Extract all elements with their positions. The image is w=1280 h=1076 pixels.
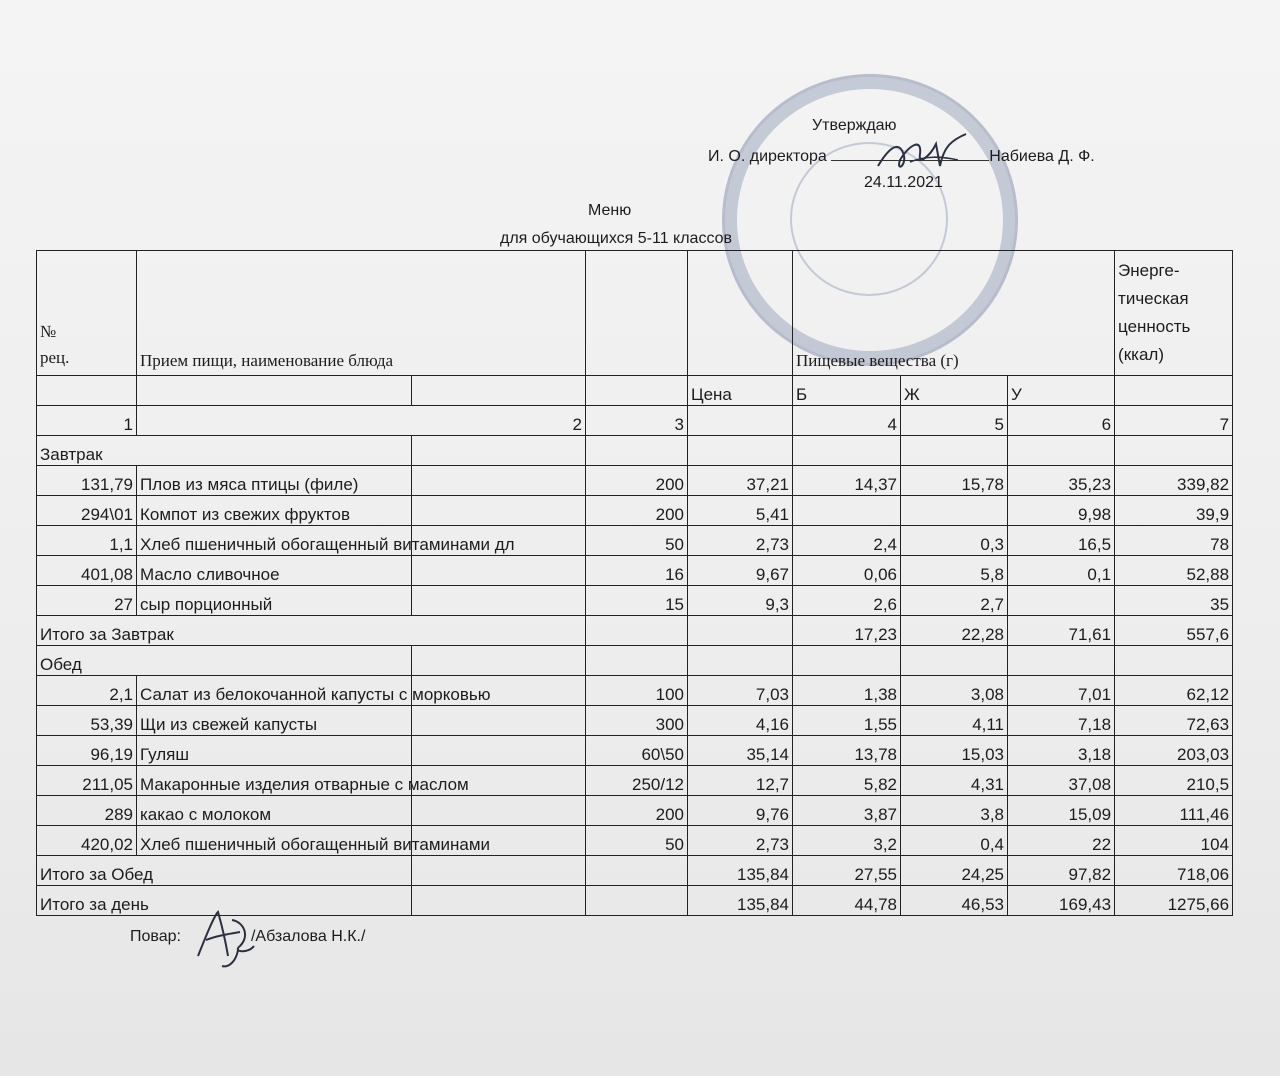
- price: 9,76: [688, 796, 793, 826]
- total-protein: 27,55: [793, 856, 901, 886]
- table-row: [37, 556, 1233, 586]
- table-row: [37, 496, 1233, 526]
- colnum: 7: [1115, 406, 1233, 436]
- cell-empty: [412, 436, 586, 466]
- carbs: 0,1: [1008, 556, 1115, 586]
- cell-empty: [37, 376, 137, 406]
- recipe-number: 294\01: [37, 496, 137, 526]
- protein: 0,06: [793, 556, 901, 586]
- dish-name: Гуляш: [137, 736, 412, 766]
- carbs: 22: [1008, 826, 1115, 856]
- cell-empty: [1115, 376, 1233, 406]
- protein: 2,6: [793, 586, 901, 616]
- cell-empty: [793, 436, 901, 466]
- kcal: 203,03: [1115, 736, 1233, 766]
- recipe-number: 289: [37, 796, 137, 826]
- recipe-number: 53,39: [37, 706, 137, 736]
- header-empty: [688, 251, 793, 376]
- menu-subtitle: для обучающихся 5-11 классов: [500, 230, 733, 247]
- cell-empty: [901, 436, 1008, 466]
- dish-name: Макаронные изделия отварные с маслом: [137, 766, 412, 796]
- table-header-row: [37, 251, 1233, 376]
- yield: 50: [586, 526, 688, 556]
- colnum: 6: [1008, 406, 1115, 436]
- carbs: 3,18: [1008, 736, 1115, 766]
- price: 5,41: [688, 496, 793, 526]
- approval-name: Набиева Д. Ф.: [989, 148, 1095, 165]
- table-subheader-row: [37, 376, 1233, 406]
- dish-name: Салат из белокочанной капусты с морковью: [137, 676, 412, 706]
- price: 9,3: [688, 586, 793, 616]
- recipe-number: 401,08: [37, 556, 137, 586]
- total-label: Итого за день: [37, 886, 412, 916]
- table-row: [37, 796, 1233, 826]
- cell-empty: [586, 646, 688, 676]
- cell-empty: [412, 856, 586, 886]
- recipe-number: 2,1: [37, 676, 137, 706]
- cell-empty: [1115, 436, 1233, 466]
- protein: 13,78: [793, 736, 901, 766]
- price: 2,73: [688, 526, 793, 556]
- yield: 50: [586, 826, 688, 856]
- fat: 0,4: [901, 826, 1008, 856]
- dish-name: какао с молоком: [137, 796, 412, 826]
- fat: 5,8: [901, 556, 1008, 586]
- cell-empty: [412, 586, 586, 616]
- cook-signature: [188, 906, 264, 972]
- lunch-rows: [37, 676, 1233, 856]
- cell-empty: [412, 796, 586, 826]
- colnum: 3: [586, 406, 688, 436]
- cell-empty: [1008, 436, 1115, 466]
- dish-name: Хлеб пшеничный обогащенный витаминами дл: [137, 526, 412, 556]
- table-row: [37, 586, 1233, 616]
- approval-date: 24.11.2021: [864, 174, 943, 191]
- carbs: 35,23: [1008, 466, 1115, 496]
- price: 35,14: [688, 736, 793, 766]
- cook-label: Повар:: [130, 928, 181, 945]
- dish-name: Щи из свежей капусты: [137, 706, 412, 736]
- cell-empty: [688, 646, 793, 676]
- table-row: [37, 766, 1233, 796]
- cell-empty: [688, 616, 793, 646]
- fat: 4,11: [901, 706, 1008, 736]
- cell-empty: [688, 406, 793, 436]
- colnum: 2: [137, 406, 586, 436]
- colnum: 1: [37, 406, 137, 436]
- yield: 60\50: [586, 736, 688, 766]
- dish-name: сыр порционный: [137, 586, 412, 616]
- breakfast-rows: [37, 466, 1233, 616]
- cell-empty: [137, 376, 412, 406]
- table-row: [37, 466, 1233, 496]
- yield: 200: [586, 496, 688, 526]
- cell-empty: [586, 436, 688, 466]
- carbs: 16,5: [1008, 526, 1115, 556]
- price: 2,73: [688, 826, 793, 856]
- kcal: 111,46: [1115, 796, 1233, 826]
- header-empty: [586, 251, 688, 376]
- price: 4,16: [688, 706, 793, 736]
- cell-empty: [586, 616, 688, 646]
- total-label: Итого за Завтрак: [37, 616, 586, 646]
- cell-empty: [412, 646, 586, 676]
- price: 7,03: [688, 676, 793, 706]
- recipe-number: 211,05: [37, 766, 137, 796]
- subheader-protein: Б: [793, 376, 901, 406]
- protein: 2,4: [793, 526, 901, 556]
- table-row: [37, 826, 1233, 856]
- fat: 0,3: [901, 526, 1008, 556]
- total-kcal: 1275,66: [1115, 886, 1233, 916]
- breakfast-total-row: [37, 616, 1233, 646]
- cell-empty: [688, 436, 793, 466]
- column-number-row: [37, 406, 1233, 436]
- cell-empty: [1008, 646, 1115, 676]
- kcal: 39,9: [1115, 496, 1233, 526]
- carbs: [1008, 586, 1115, 616]
- protein: [793, 496, 901, 526]
- protein: 5,82: [793, 766, 901, 796]
- cell-empty: [412, 556, 586, 586]
- approval-position: И. О. директора: [708, 148, 827, 165]
- header-dish: Прием пищи, наименование блюда: [137, 251, 586, 376]
- table-row: [37, 676, 1233, 706]
- total-carbs: 97,82: [1008, 856, 1115, 886]
- yield: 300: [586, 706, 688, 736]
- total-carbs: 169,43: [1008, 886, 1115, 916]
- recipe-number: 420,02: [37, 826, 137, 856]
- yield: 200: [586, 796, 688, 826]
- cell-empty: [412, 376, 586, 406]
- total-price: 135,84: [688, 886, 793, 916]
- price: 9,67: [688, 556, 793, 586]
- price: 37,21: [688, 466, 793, 496]
- kcal: 52,88: [1115, 556, 1233, 586]
- protein: 14,37: [793, 466, 901, 496]
- kcal: 72,63: [1115, 706, 1233, 736]
- yield: 250/12: [586, 766, 688, 796]
- subheader-carbs: У: [1008, 376, 1115, 406]
- dish-name: Масло сливочное: [137, 556, 412, 586]
- total-fat: 22,28: [901, 616, 1008, 646]
- protein: 3,2: [793, 826, 901, 856]
- total-kcal: 718,06: [1115, 856, 1233, 886]
- kcal: 35: [1115, 586, 1233, 616]
- kcal: 78: [1115, 526, 1233, 556]
- section-row-lunch: [37, 646, 1233, 676]
- fat: 15,78: [901, 466, 1008, 496]
- kcal: 210,5: [1115, 766, 1233, 796]
- cell-empty: [412, 706, 586, 736]
- fat: 4,31: [901, 766, 1008, 796]
- menu-title: Меню: [588, 202, 632, 219]
- dish-name: Хлеб пшеничный обогащенный витаминами: [137, 826, 412, 856]
- director-signature: [870, 126, 980, 186]
- carbs: 7,01: [1008, 676, 1115, 706]
- cell-empty: [586, 886, 688, 916]
- dish-name: Компот из свежих фруктов: [137, 496, 412, 526]
- header-energy: Энерге- тическая ценность (ккал): [1115, 251, 1233, 376]
- carbs: 7,18: [1008, 706, 1115, 736]
- total-kcal: 557,6: [1115, 616, 1233, 646]
- recipe-number: 131,79: [37, 466, 137, 496]
- cell-empty: [1115, 646, 1233, 676]
- kcal: 62,12: [1115, 676, 1233, 706]
- fat: 15,03: [901, 736, 1008, 766]
- approval-title: Утверждаю: [812, 117, 897, 134]
- protein: 1,38: [793, 676, 901, 706]
- menu-table: [36, 250, 1233, 916]
- colnum: 5: [901, 406, 1008, 436]
- section-label: Завтрак: [37, 436, 412, 466]
- lunch-total-row: [37, 856, 1233, 886]
- fat: 3,8: [901, 796, 1008, 826]
- section-row-breakfast: [37, 436, 1233, 466]
- cook-name: /Абзалова Н.К./: [250, 928, 366, 945]
- carbs: 15,09: [1008, 796, 1115, 826]
- cell-empty: [412, 496, 586, 526]
- yield: 100: [586, 676, 688, 706]
- fat: 2,7: [901, 586, 1008, 616]
- table-row: [37, 526, 1233, 556]
- fat: [901, 496, 1008, 526]
- yield: 16: [586, 556, 688, 586]
- cell-empty: [586, 376, 688, 406]
- carbs: 37,08: [1008, 766, 1115, 796]
- kcal: 104: [1115, 826, 1233, 856]
- total-price: 135,84: [688, 856, 793, 886]
- recipe-number: 1,1: [37, 526, 137, 556]
- subheader-fat: Ж: [901, 376, 1008, 406]
- yield: 200: [586, 466, 688, 496]
- price: 12,7: [688, 766, 793, 796]
- protein: 1,55: [793, 706, 901, 736]
- cell-empty: [412, 886, 586, 916]
- cell-empty: [901, 646, 1008, 676]
- header-recipe-number: № рец.: [37, 251, 137, 376]
- cell-empty: [412, 466, 586, 496]
- table-row: [37, 706, 1233, 736]
- table-row: [37, 736, 1233, 766]
- fat: 3,08: [901, 676, 1008, 706]
- total-protein: 17,23: [793, 616, 901, 646]
- section-label: Обед: [37, 646, 412, 676]
- colnum: 4: [793, 406, 901, 436]
- recipe-number: 96,19: [37, 736, 137, 766]
- yield: 15: [586, 586, 688, 616]
- recipe-number: 27: [37, 586, 137, 616]
- total-label: Итого за Обед: [37, 856, 412, 886]
- carbs: 9,98: [1008, 496, 1115, 526]
- total-carbs: 71,61: [1008, 616, 1115, 646]
- cell-empty: [793, 646, 901, 676]
- cell-empty: [586, 856, 688, 886]
- header-nutrients: Пищевые вещества (г): [793, 251, 1115, 376]
- total-protein: 44,78: [793, 886, 901, 916]
- cell-empty: [412, 736, 586, 766]
- total-fat: 46,53: [901, 886, 1008, 916]
- subheader-price: Цена: [688, 376, 793, 406]
- protein: 3,87: [793, 796, 901, 826]
- total-fat: 24,25: [901, 856, 1008, 886]
- dish-name: Плов из мяса птицы (филе): [137, 466, 412, 496]
- kcal: 339,82: [1115, 466, 1233, 496]
